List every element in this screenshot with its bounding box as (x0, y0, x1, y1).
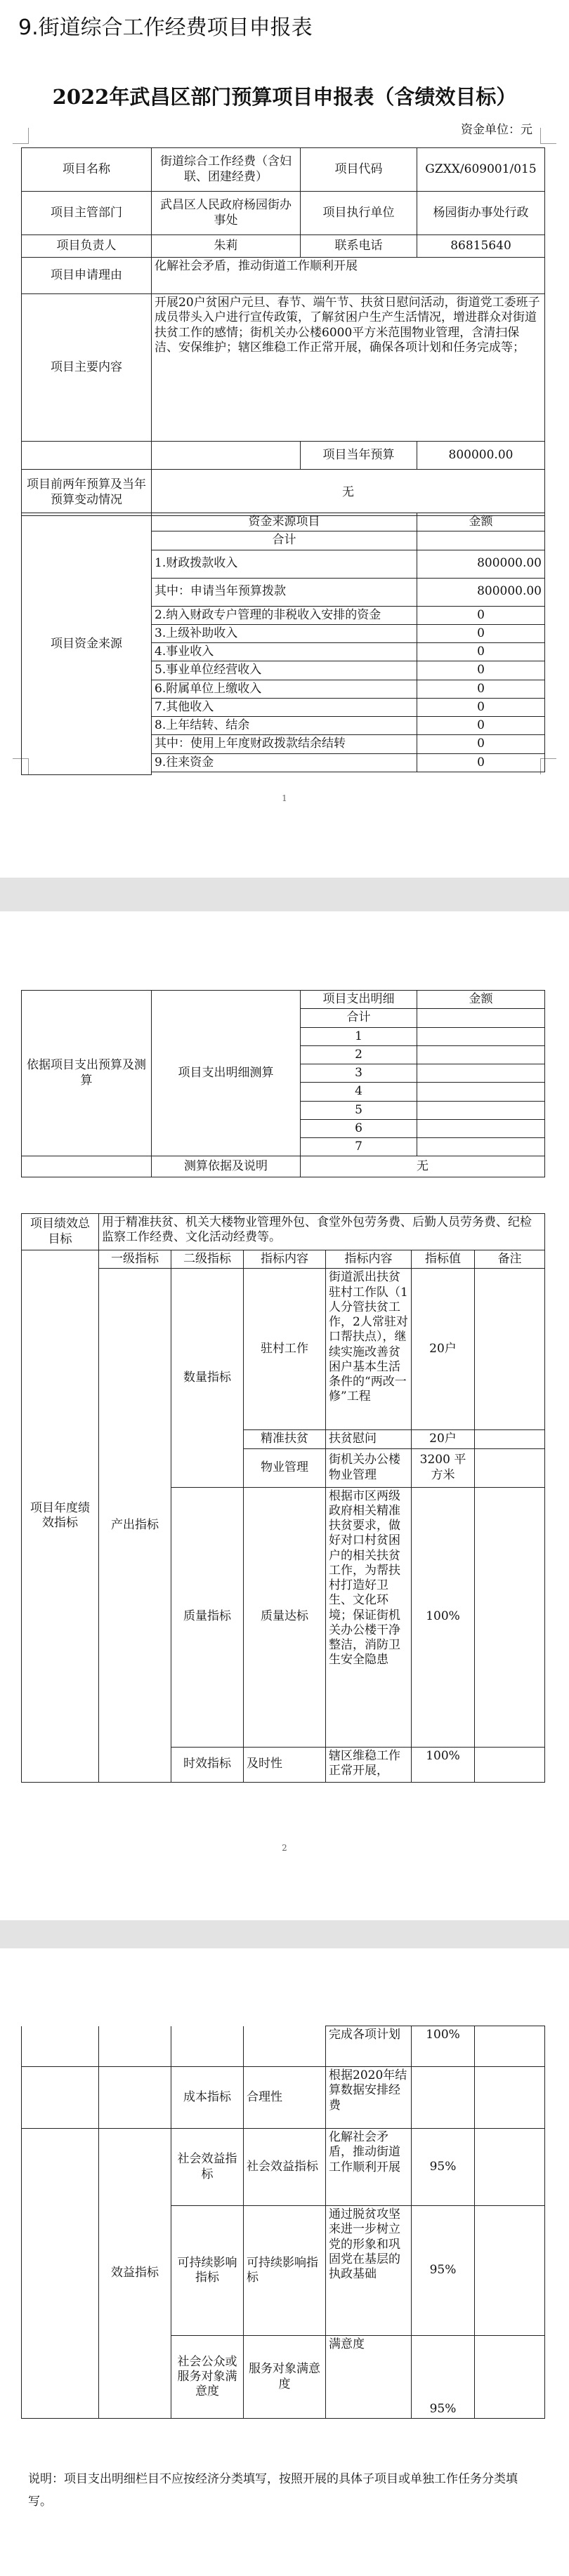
expense-total-label: 合计 (301, 1009, 417, 1027)
fund-total-label: 合计 (152, 531, 417, 550)
quality-desc: 根据市区两级政府相关精准扶贫要求，做好对口村贫困户的相关扶贫工作，为帮扶村打造好卫生、文化环境；保证街机关办公楼干净整洁，消防卫生安全隐患 (326, 1487, 412, 1747)
currency-unit: 资金单位：元 (461, 123, 532, 137)
expense-item: 7 (301, 1138, 417, 1156)
expense-item-header: 项目支出明细 (301, 991, 417, 1009)
blank-cell (99, 2026, 171, 2067)
content-value: 开展20户贫困户元旦、春节、端午节、扶贫日慰问活动，街道党工委班子成员带头入户进行宣传政策，了解贫困户生产生活情况，增进群众对街道扶贫工作的感情；街机关办公楼6000平方米范围物业管理，含清扫保洁、安保维护；辖区维稳工作正常开展，确保各项计划和任务完成等； (152, 294, 545, 442)
expense-item: 1 (301, 1027, 417, 1045)
page-number: 1 (282, 793, 287, 803)
fund-total-value (417, 531, 545, 550)
cost-item-label: 合理性 (244, 2067, 326, 2129)
note-cell (475, 1747, 545, 1782)
budget-blank (152, 442, 301, 470)
fund-row-label: 4.事业收入 (152, 643, 417, 661)
note-cell (475, 1448, 545, 1487)
performance-table (21, 1213, 545, 1783)
goal-label: 项目绩效总目标 (22, 1214, 99, 1250)
expense-item: 4 (301, 1083, 417, 1101)
satisfaction-value: 95% (412, 2336, 475, 2419)
note-cell (475, 1269, 545, 1430)
page-3 (0, 1948, 569, 2576)
note-cell (475, 1487, 545, 1747)
expense-detail-label: 项目支出明细测算 (152, 991, 301, 1156)
page-gap (0, 878, 569, 911)
sustain-value: 95% (412, 2206, 475, 2336)
exec-unit-label: 项目执行单位 (301, 192, 417, 235)
station-work-desc: 街道派出扶贫驻村工作队（1人分管扶贫工作，2人常驻对口帮扶点），继续实施改善贫困户基本生活条件的“两改一修”工程 (326, 1269, 412, 1430)
fund-row-label: 3.上级补助收入 (152, 624, 417, 642)
change-label: 项目前两年预算及当年预算变动情况 (22, 470, 152, 516)
fund-row-amount: 0 (417, 661, 545, 680)
note-cell (475, 2206, 545, 2336)
blank-cell (22, 2129, 99, 2419)
quality-item-label: 质量达标 (244, 1487, 326, 1747)
fund-row-label: 6.附属单位上缴收入 (152, 680, 417, 698)
expense-item: 6 (301, 1119, 417, 1137)
social-value: 95% (412, 2129, 475, 2206)
annual-indicator-label: 项目年度绩效指标 (22, 1250, 99, 1783)
content-label: 项目主要内容 (22, 294, 152, 442)
cost-indicator-label: 成本指标 (171, 2067, 244, 2129)
fund-row-amount: 0 (417, 680, 545, 698)
note-cell (475, 2026, 545, 2067)
fund-row-amount: 0 (417, 606, 545, 624)
time-value: 100% (412, 1747, 475, 1782)
goal-value: 用于精准扶贫、机关大楼物业管理外包、食堂外包劳务费、后勤人员劳务费、纪检监察工作经费、文化活动经费等。 (99, 1214, 545, 1250)
expense-amount (417, 1119, 545, 1137)
project-name-label: 项目名称 (22, 148, 152, 192)
station-work-value: 20户 (412, 1269, 475, 1430)
budget-value: 800000.00 (417, 442, 545, 470)
performance-table-continued (21, 2026, 545, 2419)
blank-cell (22, 2067, 99, 2129)
social-desc: 化解社会矛盾，推动街道工作顺利开展 (326, 2129, 412, 2206)
basis-blank (22, 1156, 152, 1177)
sustain-item-label: 可持续影响指标 (244, 2206, 326, 2336)
blank-cell (22, 2026, 99, 2067)
expense-basis-label: 依据项目支出预算及测算 (22, 991, 152, 1156)
section-title: 9.街道综合工作经费项目申报表 (18, 15, 313, 40)
fund-row-amount: 0 (417, 753, 545, 772)
fund-row-label: 其中：申请当年预算拨款 (152, 578, 417, 606)
fund-row-label: 1.财政拨款收入 (152, 550, 417, 578)
satisfaction-desc: 满意度 (326, 2336, 412, 2419)
reason-label: 项目申请理由 (22, 258, 152, 294)
quality-value: 100% (412, 1487, 475, 1747)
project-code-label: 项目代码 (301, 148, 417, 192)
social-item-label: 社会效益指标 (244, 2129, 326, 2206)
expense-amount (417, 1101, 545, 1119)
note-cell (475, 2129, 545, 2206)
spacer (152, 772, 417, 775)
property-label: 物业管理 (244, 1448, 326, 1487)
time-item-label: 及时性 (244, 1747, 326, 1782)
time-desc-continued: 完成各项计划 (326, 2026, 412, 2067)
expense-amount (417, 1083, 545, 1101)
fund-row-amount: 800000.00 (417, 550, 545, 578)
level1-header: 一级指标 (99, 1250, 171, 1269)
person-value: 朱莉 (152, 235, 301, 258)
fund-row-amount: 0 (417, 624, 545, 642)
precise-aid-label: 精准扶贫 (244, 1430, 326, 1448)
expense-item: 5 (301, 1101, 417, 1119)
fund-row-label: 9.往来资金 (152, 753, 417, 772)
satisfaction-item-label: 服务对象满意度 (244, 2336, 326, 2419)
crop-mark (540, 128, 556, 144)
footnote: 说明：项目支出明细栏目不应按经济分类填写，按照开展的具体子项目或单独工作任务分类填写。 (28, 2472, 518, 2509)
fund-row-amount: 0 (417, 717, 545, 735)
fund-row-label: 2.纳入财政专户管理的非税收入安排的资金 (152, 606, 417, 624)
level2-header: 二级指标 (171, 1250, 244, 1269)
dept-value: 武昌区人民政府杨园街办事处 (152, 192, 301, 235)
project-code-value: GZXX/609001/015 (417, 148, 545, 192)
time-indicator-label: 时效指标 (171, 1747, 244, 1782)
fund-row-label: 8.上年结转、结余 (152, 717, 417, 735)
expense-amount (417, 1009, 545, 1027)
expense-item: 3 (301, 1064, 417, 1083)
reason-value: 化解社会矛盾，推动街道工作顺利开展 (152, 258, 545, 294)
sustain-desc: 通过脱贫攻坚来进一步树立党的形象和巩固党在基层的执政基础 (326, 2206, 412, 2336)
expense-amount (417, 1027, 545, 1045)
expense-amount (417, 1064, 545, 1083)
content-header: 指标内容 (244, 1250, 326, 1269)
budget-label: 项目当年预算 (301, 442, 417, 470)
dept-label: 项目主管部门 (22, 192, 152, 235)
fund-row-amount: 800000.00 (417, 578, 545, 606)
basis-label: 测算依据及说明 (152, 1156, 301, 1177)
crop-mark (13, 128, 29, 144)
note-cell (475, 2336, 545, 2419)
document-title: 2022年武昌区部门预算项目申报表（含绩效目标） (52, 85, 517, 109)
note-cell (475, 2067, 545, 2129)
expense-amount (417, 1045, 545, 1064)
time-desc: 辖区维稳工作正常开展， (326, 1747, 412, 1782)
phone-label: 联系电话 (301, 235, 417, 258)
expense-amount (417, 1138, 545, 1156)
fund-row-amount: 0 (417, 698, 545, 716)
basic-info-table (21, 147, 545, 516)
fund-row-label: 其中：使用上年度财政拨款结余结转 (152, 735, 417, 753)
basis-value: 无 (301, 1156, 545, 1177)
satisfaction-indicator-label: 社会公众或服务对象满意度 (171, 2336, 244, 2419)
property-value: 3200 平方米 (412, 1448, 475, 1487)
blank-cell (244, 2026, 326, 2067)
budget-blank (22, 442, 152, 470)
property-desc: 街机关办公楼物业管理 (326, 1448, 412, 1487)
person-label: 项目负责人 (22, 235, 152, 258)
social-indicator-label: 社会效益指标 (171, 2129, 244, 2206)
precise-aid-value: 20户 (412, 1430, 475, 1448)
project-name-value: 街道综合工作经费（含妇联、团建经费） (152, 148, 301, 192)
page-gap (0, 1920, 569, 1948)
expense-amount-header: 金额 (417, 991, 545, 1009)
quality-indicator-label: 质量指标 (171, 1487, 244, 1747)
expense-table (21, 990, 545, 1177)
content-header: 指标内容 (326, 1250, 412, 1269)
quantity-indicator-label: 数量指标 (171, 1269, 244, 1487)
note-cell (475, 1430, 545, 1448)
fund-source-table (21, 513, 545, 775)
fund-source-label: 项目资金来源 (22, 513, 152, 775)
fund-row-amount: 0 (417, 643, 545, 661)
phone-value: 86815640 (417, 235, 545, 258)
page-2 (0, 911, 569, 1920)
change-value: 无 (152, 470, 545, 516)
spacer (417, 772, 545, 775)
station-work-label: 驻村工作 (244, 1269, 326, 1430)
fund-amount-header: 金额 (417, 513, 545, 531)
cost-value (412, 2067, 475, 2129)
cost-desc: 根据2020年结算数据安排经费 (326, 2067, 412, 2129)
exec-unit-value: 杨园街办事处行政 (417, 192, 545, 235)
blank-cell (99, 2067, 171, 2129)
time-value-continued: 100% (412, 2026, 475, 2067)
effect-indicator-label: 效益指标 (99, 2129, 171, 2419)
note-header: 备注 (475, 1250, 545, 1269)
blank-cell (171, 2026, 244, 2067)
expense-item: 2 (301, 1045, 417, 1064)
fund-source-header: 资金来源项目 (152, 513, 417, 531)
page-1 (0, 0, 569, 878)
sustain-indicator-label: 可持续影响指标 (171, 2206, 244, 2336)
value-header: 指标值 (412, 1250, 475, 1269)
page-number: 2 (282, 1843, 287, 1853)
fund-row-label: 5.事业单位经营收入 (152, 661, 417, 680)
fund-row-label: 7.其他收入 (152, 698, 417, 716)
precise-aid-desc: 扶贫慰问 (326, 1430, 412, 1448)
fund-row-amount: 0 (417, 735, 545, 753)
output-indicator-label: 产出指标 (99, 1269, 171, 1782)
